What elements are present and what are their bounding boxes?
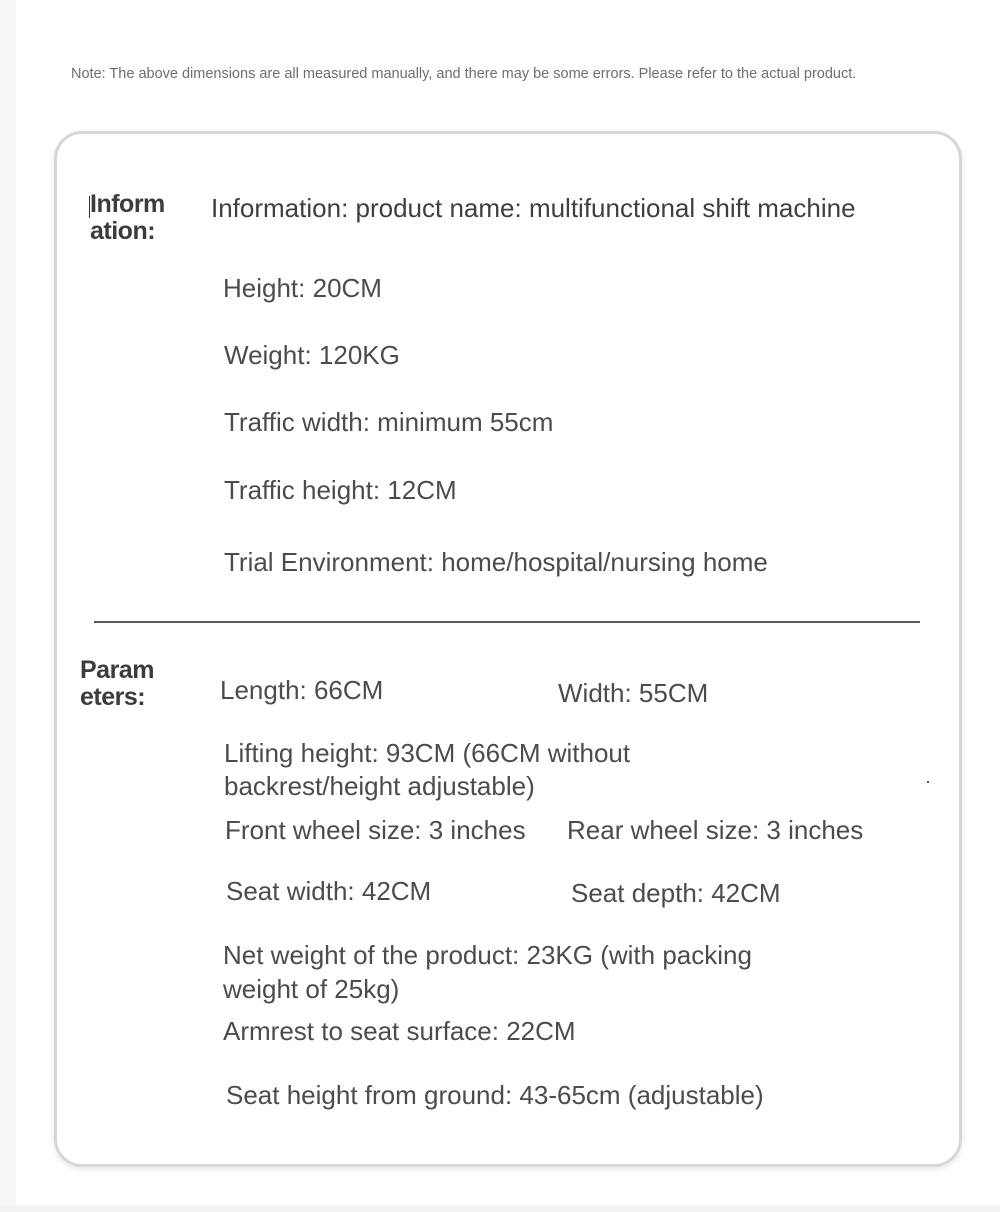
length-text: Length: 66CM bbox=[220, 675, 384, 705]
traffic-width-text: Traffic width: minimum 55cm bbox=[224, 407, 554, 437]
measurement-note: Note: The above dimensions are all measured manually, and there may be some errors. Please refer to the actual product. bbox=[71, 66, 857, 82]
information-label-line2: ation: bbox=[90, 217, 156, 245]
net-weight-line1: Net weight of the product: 23KG (with packing bbox=[223, 940, 752, 970]
section-divider bbox=[94, 621, 920, 623]
armrest-text: Armrest to seat surface: 22CM bbox=[223, 1016, 576, 1046]
parameters-label-line1: Param bbox=[80, 656, 154, 684]
rear-wheel-text: Rear wheel size: 3 inches bbox=[567, 815, 864, 845]
left-margin-strip bbox=[0, 0, 16, 1212]
width-text: Width: 55CM bbox=[558, 678, 709, 708]
information-label-line1: Inform bbox=[90, 190, 165, 218]
lifting-height-line1: Lifting height: 93CM (66CM without bbox=[224, 738, 631, 768]
seat-height-text: Seat height from ground: 43-65cm (adjustable) bbox=[226, 1080, 764, 1110]
lifting-height-line2: backrest/height adjustable) bbox=[224, 771, 535, 801]
product-name-text: Information: product name: multifunctional shift machine bbox=[211, 193, 856, 223]
height-text: Height: 20CM bbox=[223, 273, 382, 303]
information-section-label bbox=[90, 191, 165, 245]
weight-text: Weight: 120KG bbox=[224, 340, 400, 370]
parameters-section-label bbox=[80, 657, 154, 711]
traffic-height-text: Traffic height: 12CM bbox=[224, 475, 457, 505]
spec-card bbox=[54, 131, 962, 1167]
seat-width-text: Seat width: 42CM bbox=[226, 876, 432, 906]
net-weight-line2: weight of 25kg) bbox=[223, 974, 400, 1004]
seat-depth-text: Seat depth: 42CM bbox=[571, 878, 781, 908]
bottom-margin-strip bbox=[0, 1206, 1000, 1212]
parameters-label-line2: eters: bbox=[80, 683, 146, 711]
front-wheel-text: Front wheel size: 3 inches bbox=[225, 815, 526, 845]
trial-environment-text: Trial Environment: home/hospital/nursing home bbox=[224, 547, 768, 577]
stray-dot bbox=[927, 781, 929, 783]
